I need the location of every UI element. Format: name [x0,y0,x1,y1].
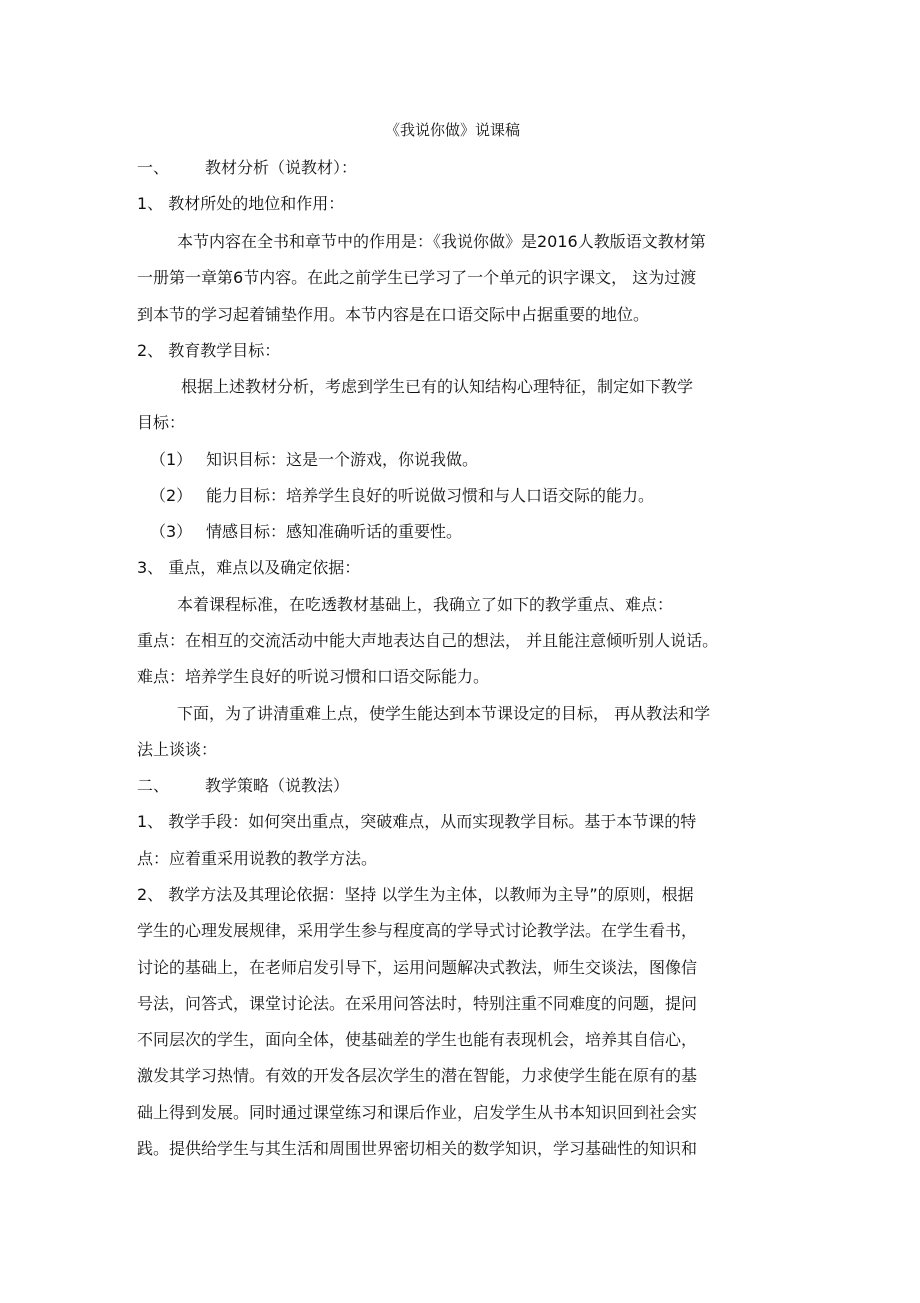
paragraph-line: 根据上述教材分析，考虑到学生已有的认知结构心理特征，制定如下教学 [181,377,694,396]
paragraph-line: 1、 教学手段：如何突出重点，突破难点，从而实现教学目标。基于本节课的特 [137,812,697,831]
goal-num: （1） [150,450,193,469]
goal-num: （3） [150,522,193,541]
paragraph-line: 不同层次的学生，面向全体，使基础差的学生也能有表现机会，培养其自信心， [137,1030,698,1049]
difficulty-line: 难点：培养学生良好的听说习惯和口语交际能力。 [137,667,490,686]
goal-ability [150,486,654,506]
paragraph-line: 2、 教学方法及其理论依据：坚持 以学生为主体，以教师为主导”的原则，根据 [137,885,694,904]
section1-heading [137,158,357,178]
section1-heading-text: 教材分析（说教材）： [205,158,358,177]
paragraph-line: 目标： [137,413,186,432]
paragraph-line: 本节内容在全书和章节中的作用是：《我说你做》是2016人教版语文教材第 [177,232,706,251]
paragraph-line: 一册第一章第6节内容。在此之前学生已学习了一个单元的识字课文， 这为过渡 [137,268,697,287]
goal-emotion [150,522,462,542]
paragraph-line: 础上得到发展。同时通过课堂练习和课后作业，启发学生从书本知识回到社会实 [137,1103,698,1122]
section2-heading [137,776,349,796]
goal-text: 能力目标：培养学生良好的听说做习惯和与人口语交际的能力。 [206,486,655,505]
paragraph-line: 学生的心理发展规律，采用学生参与程度高的学导式讨论教学法。在学生看书， [137,921,698,940]
key-point-line: 重点：在相互的交流活动中能大声地表达自己的想法， 并且能注意倾听别人说话。 [137,631,719,650]
section2-heading-num: 二、 [137,776,170,795]
document-title: 《我说你做》说课稿 [385,121,521,139]
item2-heading: 2、 教育教学目标： [137,341,281,360]
paragraph-line: 点：应着重采用说教的教学方法。 [137,849,378,868]
paragraph-line: 号法，问答式，课堂讨论法。在采用问答法时，特别注重不同难度的问题，提问 [137,994,698,1013]
paragraph-line: 下面，为了讲清重难上点，使学生能达到本节课设定的目标， 再从教法和学 [177,704,711,723]
paragraph-line: 讨论的基础上，在老师启发引导下，运用问题解决式教法，师生交谈法，图像信 [137,958,698,977]
paragraph-line: 法上谈谈： [137,740,218,759]
goal-text: 情感目标：感知准确听话的重要性。 [206,522,463,541]
paragraph-line: 本着课程标准，在吃透教材基础上，我确立了如下的教学重点、难点： [177,595,674,614]
paragraph-line: 到本节的学习起着铺垫作用。本节内容是在口语交际中占据重要的地位。 [137,305,650,324]
paragraph-line: 激发其学习热情。有效的开发各层次学生的潜在智能，力求使学生能在原有的基 [137,1066,698,1085]
item1-heading: 1、 教材所处的地位和作用： [137,194,345,213]
section1-heading-num: 一、 [137,158,170,177]
goal-text: 知识目标：这是一个游戏，你说我做。 [206,450,479,469]
goal-num: （2） [150,486,193,505]
paragraph-line: 践。提供给学生与其生活和周围世界密切相关的数学知识，学习基础性的知识和 [137,1139,698,1158]
goal-knowledge [150,450,478,470]
section2-heading-text: 教学策略（说教法） [205,776,350,795]
item3-heading: 3、 重点，难点以及确定依据： [137,558,361,577]
